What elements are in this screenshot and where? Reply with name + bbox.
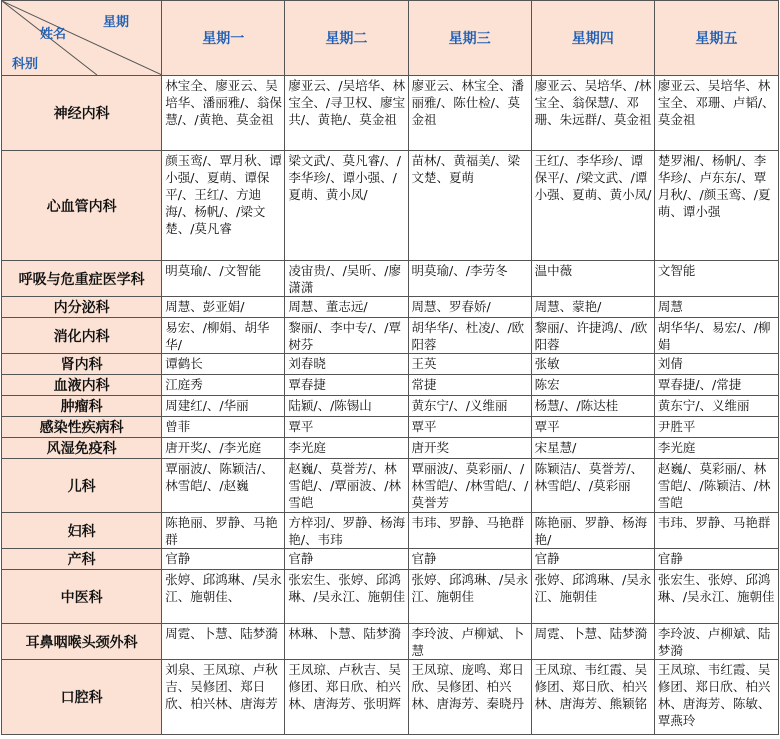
dept-cell: 呼吸与危重症医学科 <box>2 261 162 297</box>
schedule-cell: 周慧、董志远/ <box>285 297 408 318</box>
dept-cell: 消化内科 <box>2 318 162 354</box>
schedule-cell: 王英 <box>408 354 531 375</box>
schedule-cell: 梁文武/、莫凡睿/、/李华珍/、谭小强、/夏萌、黄小凤/ <box>285 151 408 261</box>
schedule-cell: 苗林/、黄福美/、梁文楚、夏萌 <box>408 151 531 261</box>
table-row <box>2 459 779 513</box>
schedule-cell: 张敏 <box>531 354 654 375</box>
schedule-cell: 楚罗湘/、杨帆/、李华珍/、卢东东/、覃月秋/、/颜玉鸾、/夏萌、谭小强 <box>654 151 778 261</box>
schedule-cell: 明莫瑜/、/李劳冬 <box>408 261 531 297</box>
schedule-cell: 唐开奖 <box>408 438 531 459</box>
schedule-cell: 官静 <box>408 549 531 570</box>
schedule-cell: 黎丽/、李中专/、/覃树芬 <box>285 318 408 354</box>
schedule-cell: 凌宙贵/、/吴昕、/廖潇潇 <box>285 261 408 297</box>
schedule-cell: 曾菲 <box>162 417 285 438</box>
schedule-cell: 唐开奖/、/李光庭 <box>162 438 285 459</box>
schedule-cell: 方梓羽/、罗静、杨海艳/、韦玮 <box>285 513 408 549</box>
schedule-cell: 张婷、邱鸿琳、/吴永江、施朝佳 <box>531 570 654 624</box>
schedule-cell: 尹胜平 <box>654 417 778 438</box>
table-row <box>2 261 779 297</box>
schedule-cell: 周霓、卜慧、陆梦漪 <box>531 624 654 660</box>
schedule-cell: 刘倩 <box>654 354 778 375</box>
schedule-cell: 周霓、卜慧、陆梦漪 <box>162 624 285 660</box>
schedule-cell: 胡华华/、杜凌/、/欧阳蓉 <box>408 318 531 354</box>
dept-cell: 风湿免疫科 <box>2 438 162 459</box>
dept-cell: 儿科 <box>2 459 162 513</box>
schedule-cell: 黎丽/、许捷鸿/、/欧阳蓉 <box>531 318 654 354</box>
schedule-cell: 江庭秀 <box>162 375 285 396</box>
table-row <box>2 570 779 624</box>
schedule-cell: 李玲波、卢柳斌、卜慧 <box>408 624 531 660</box>
schedule-cell: 廖亚云、吴培华、林宝全、邓珊、卢韬/、莫金祖 <box>654 76 778 151</box>
table-row <box>2 417 779 438</box>
schedule-cell: 李光庭 <box>285 438 408 459</box>
dept-cell: 感染性疾病科 <box>2 417 162 438</box>
schedule-cell: 陈颖洁/、莫誉芳/、林雪皑/、/莫彩丽 <box>531 459 654 513</box>
table-row <box>2 151 779 261</box>
schedule-cell: 覃丽波/、陈颖洁/、林雪皑/、/赵巍 <box>162 459 285 513</box>
table-row <box>2 624 779 660</box>
schedule-cell: 宋星慧/ <box>531 438 654 459</box>
schedule-cell: 陈艳丽、罗静、杨海艳/ <box>531 513 654 549</box>
table-row <box>2 513 779 549</box>
dept-cell: 心血管内科 <box>2 151 162 261</box>
schedule-cell: 廖亚云、/吴培华、林宝全、/寻卫权、廖宝共/、黄艳/、莫金祖 <box>285 76 408 151</box>
schedule-cell: 林琳、卜慧、陆梦漪 <box>285 624 408 660</box>
schedule-cell: 覃平 <box>408 417 531 438</box>
schedule-cell: 韦玮、罗静、马艳群 <box>654 513 778 549</box>
schedule-cell: 谭鹤长 <box>162 354 285 375</box>
schedule-cell: 王凤琼、韦红霞、吴修团、郑日欣、柏兴林、唐海芳、熊颖铭 <box>531 660 654 735</box>
schedule-cell: 李光庭 <box>654 438 778 459</box>
schedule-cell: 赵巍/、莫誉芳/、林雪皑/、/覃丽波、/林雪皑 <box>285 459 408 513</box>
dept-cell: 肿瘤科 <box>2 396 162 417</box>
schedule-cell: 覃平 <box>531 417 654 438</box>
schedule-cell: 陈宏 <box>531 375 654 396</box>
table-row <box>2 297 779 318</box>
schedule-cell: 陈艳丽、罗静、马艳群 <box>162 513 285 549</box>
corner-name-label: 姓名 <box>40 27 67 42</box>
schedule-cell: 覃春捷/、/常捷 <box>654 375 778 396</box>
table-row <box>2 396 779 417</box>
schedule-cell: 常捷 <box>408 375 531 396</box>
day-header-thu: 星期四 <box>531 1 654 76</box>
schedule-cell: 刘春晓 <box>285 354 408 375</box>
dept-cell: 血液内科 <box>2 375 162 396</box>
schedule-cell: 韦玮、罗静、马艳群 <box>408 513 531 549</box>
schedule-cell: 王凤琼、庞鸣、郑日欣、吴修团、柏兴林、唐海芳、秦晓丹 <box>408 660 531 735</box>
dept-cell: 妇科 <box>2 513 162 549</box>
table-row <box>2 549 779 570</box>
schedule-cell: 黄东宁/、/义维丽 <box>408 396 531 417</box>
schedule-cell: 官静 <box>162 549 285 570</box>
schedule-cell: 官静 <box>531 549 654 570</box>
day-header-wed: 星期三 <box>408 1 531 76</box>
duty-schedule-table <box>1 0 779 735</box>
schedule-cell: 周慧、罗春娇/ <box>408 297 531 318</box>
table-row <box>2 354 779 375</box>
schedule-cell: 张婷、邱鸿琳、/吴永江、施朝佳、 <box>162 570 285 624</box>
schedule-cell: 赵巍/、莫彩丽/、林雪皑/、/陈颖洁、/林雪皑 <box>654 459 778 513</box>
corner-week-label: 星期 <box>103 15 130 30</box>
schedule-cell: 刘泉、王凤琼、卢秋吉、吴修团、郑日欣、柏兴林、唐海芳 <box>162 660 285 735</box>
day-header-mon: 星期一 <box>162 1 285 76</box>
day-header-fri: 星期五 <box>654 1 778 76</box>
schedule-cell: 温中薇 <box>531 261 654 297</box>
dept-cell: 肾内科 <box>2 354 162 375</box>
corner-header <box>2 1 162 76</box>
schedule-cell: 文智能 <box>654 261 778 297</box>
schedule-cell: 陆颖/、/陈锡山 <box>285 396 408 417</box>
corner-dept-label: 科别 <box>12 57 39 72</box>
dept-cell: 内分泌科 <box>2 297 162 318</box>
dept-cell: 中医科 <box>2 570 162 624</box>
schedule-cell: 胡华华/、易宏/、/柳娟 <box>654 318 778 354</box>
schedule-cell: 王凤琼、韦红霞、吴修团、郑日欣、柏兴林、唐海芳、陈敏、覃燕玲 <box>654 660 778 735</box>
schedule-cell: 周慧、彭亚娟/ <box>162 297 285 318</box>
schedule-cell: 杨慧/、/陈达桂 <box>531 396 654 417</box>
dept-cell: 产科 <box>2 549 162 570</box>
schedule-cell: 黄东宁/、义维丽 <box>654 396 778 417</box>
schedule-cell: 周慧、蒙艳/ <box>531 297 654 318</box>
table-row <box>2 438 779 459</box>
schedule-cell: 廖亚云、吴培华、/林宝全、翁保慧/、邓珊、朱远群/、莫金祖 <box>531 76 654 151</box>
schedule-cell: 易宏、/柳娟、胡华华/ <box>162 318 285 354</box>
schedule-cell: 李玲波、卢柳斌、陆梦漪 <box>654 624 778 660</box>
schedule-cell: 官静 <box>285 549 408 570</box>
day-header-tue: 星期二 <box>285 1 408 76</box>
schedule-cell: 张宏生、张婷、邱鸿琳、/吴永江、施朝佳 <box>654 570 778 624</box>
schedule-cell: 覃平 <box>285 417 408 438</box>
table-row <box>2 375 779 396</box>
header-row <box>2 1 779 76</box>
dept-cell: 神经内科 <box>2 76 162 151</box>
schedule-cell: 王凤琼、卢秋吉、吴修团、郑日欣、柏兴林、唐海芳、张明辉 <box>285 660 408 735</box>
schedule-cell: 张婷、邱鸿琳、/吴永江、施朝佳 <box>408 570 531 624</box>
schedule-cell: 覃丽波/、莫彩丽/、/林雪皑/、/林雪皑/、/莫誉芳 <box>408 459 531 513</box>
schedule-cell: 廖亚云、林宝全、潘丽雅/、陈仕检/、莫金祖 <box>408 76 531 151</box>
schedule-cell: 颜玉鸾/、覃月秋、谭小强/、夏萌、谭保平/、王红/、方迪海/、杨帆/、/梁文楚、/莫凡睿 <box>162 151 285 261</box>
table-row <box>2 660 779 735</box>
table-row <box>2 318 779 354</box>
table-row <box>2 76 779 151</box>
schedule-cell: 王红/、李华珍/、谭保平/、/梁文武、/谭小强、夏萌、黄小凤/ <box>531 151 654 261</box>
dept-cell: 耳鼻咽喉头颈外科 <box>2 624 162 660</box>
dept-cell: 口腔科 <box>2 660 162 735</box>
schedule-cell: 林宝全、廖亚云、吴培华、潘丽雅/、翁保慧/、/黄艳、莫金祖 <box>162 76 285 151</box>
schedule-cell: 明莫瑜/、/文智能 <box>162 261 285 297</box>
schedule-cell: 张宏生、张婷、邱鸿琳、/吴永江、施朝佳 <box>285 570 408 624</box>
schedule-cell: 官静 <box>654 549 778 570</box>
schedule-cell: 周慧 <box>654 297 778 318</box>
schedule-cell: 覃春捷 <box>285 375 408 396</box>
schedule-cell: 周建红/、/华丽 <box>162 396 285 417</box>
